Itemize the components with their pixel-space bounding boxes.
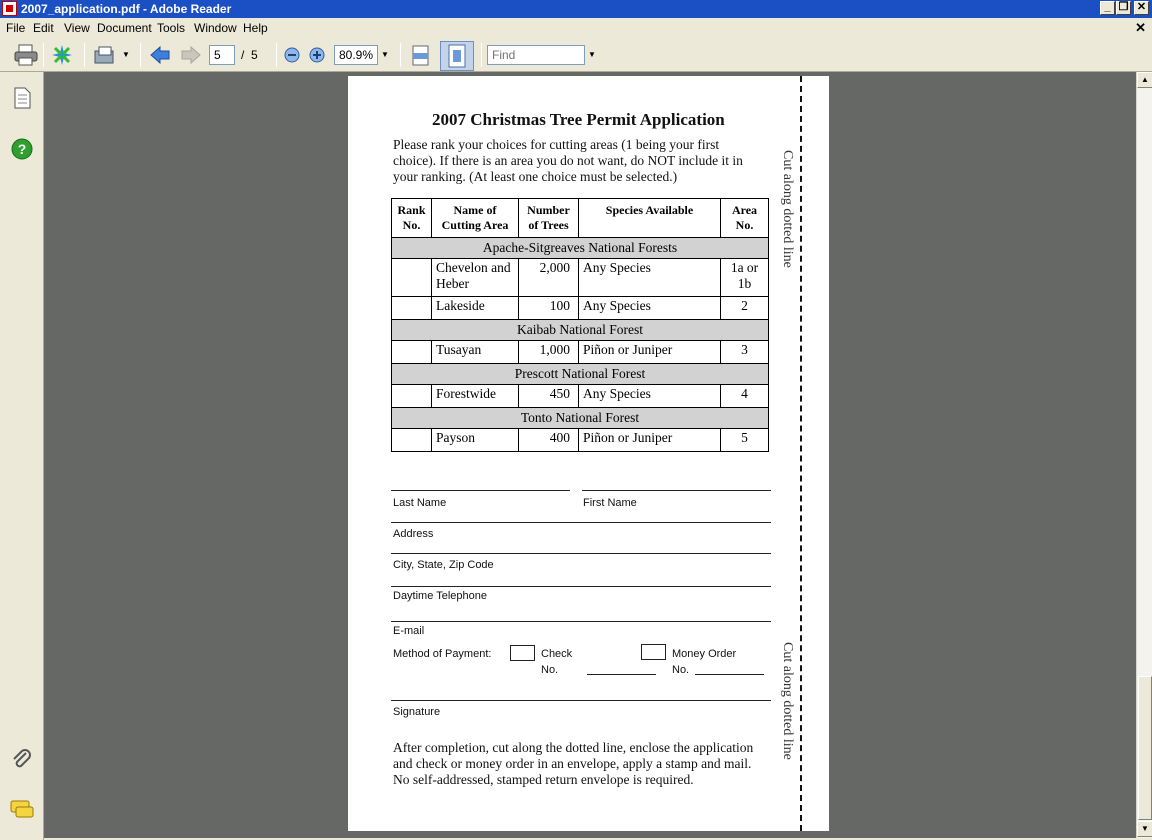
area-no-cell: 3 <box>721 341 769 364</box>
check-label: Check <box>541 648 573 660</box>
cut-label-bottom: Cut along dotted line <box>780 642 795 760</box>
table-row <box>392 385 769 408</box>
signature-label: Signature <box>393 706 441 718</box>
pdf-page <box>348 76 829 831</box>
city-line[interactable] <box>391 553 771 554</box>
help-icon[interactable] <box>11 138 33 160</box>
toolbar-separator <box>43 43 44 67</box>
toolbar-separator <box>84 43 85 67</box>
total-pages: 5 <box>251 48 258 62</box>
close-document-icon[interactable]: ✕ <box>1135 20 1146 35</box>
signature-line[interactable] <box>391 700 771 701</box>
trees-cell: 400 <box>519 429 579 452</box>
menu-edit[interactable]: Edit <box>33 21 54 35</box>
fit-width-icon[interactable] <box>411 45 431 67</box>
address-line[interactable] <box>391 522 771 523</box>
species-cell: Piñon or Juniper <box>579 341 721 364</box>
address-label: Address <box>393 528 434 540</box>
fit-page-icon <box>441 42 473 70</box>
document-title: 2007 Christmas Tree Permit Application <box>432 110 725 129</box>
cut-dotted-line <box>800 76 802 831</box>
minimize-button[interactable]: _ <box>1100 1 1115 15</box>
header-trees: Number of Trees <box>519 199 579 238</box>
previous-page-icon[interactable] <box>149 46 171 64</box>
scroll-up-arrow-icon[interactable]: ▲ <box>1137 72 1152 88</box>
organizer-icon[interactable] <box>50 43 74 67</box>
svg-text:?: ? <box>17 141 27 157</box>
toolbar-separator <box>400 43 401 67</box>
document-viewport <box>44 72 1136 838</box>
find-dropdown-chevron-icon[interactable]: ▼ <box>588 50 596 59</box>
scrollbar-thumb[interactable] <box>1138 676 1152 820</box>
area-name-cell: Payson <box>432 429 519 452</box>
vertical-scrollbar[interactable] <box>1136 72 1152 838</box>
close-button[interactable]: ✕ <box>1134 1 1149 15</box>
restore-button[interactable]: ❐ <box>1116 1 1131 15</box>
footer-instructions: After completion, cut along the dotted line, enclose the application and check or money order in an envelope, apply a stamp and mail. No self-addressed, stamped return envelope is required. <box>393 740 754 787</box>
table-header-row <box>392 199 769 238</box>
find-input[interactable] <box>487 45 585 65</box>
menu-tools[interactable]: Tools <box>157 21 186 35</box>
area-no-cell: 1a or 1b <box>721 259 769 297</box>
zoom-out-icon[interactable] <box>284 47 300 63</box>
last-name-label: Last Name <box>393 497 447 509</box>
trees-cell: 1,000 <box>519 341 579 364</box>
page-separator: / <box>241 48 245 62</box>
forest-row: Prescott National Forest <box>392 364 769 385</box>
print-icon[interactable] <box>14 44 38 66</box>
email-line[interactable] <box>391 621 771 622</box>
table-row <box>392 341 769 364</box>
zoom-dropdown-chevron-icon[interactable]: ▼ <box>381 50 389 59</box>
chevron-down-icon[interactable]: ▼ <box>122 50 130 59</box>
scroll-down-arrow-icon[interactable]: ▼ <box>1137 821 1152 837</box>
area-no-cell: 4 <box>721 385 769 408</box>
phone-label: Daytime Telephone <box>393 590 487 602</box>
zoom-in-icon[interactable] <box>309 47 325 63</box>
species-cell: Any Species <box>579 385 721 408</box>
table-row <box>392 429 769 452</box>
check-checkbox[interactable] <box>510 645 535 661</box>
menu-window[interactable]: Window <box>194 21 237 35</box>
toolbar-separator <box>140 43 141 67</box>
email-label: E-mail <box>393 625 425 637</box>
species-cell: Any Species <box>579 259 721 297</box>
phone-line[interactable] <box>391 586 771 587</box>
attachments-paperclip-icon[interactable] <box>10 748 34 772</box>
toolbar-separator <box>276 43 277 67</box>
rank-cell[interactable] <box>392 385 432 408</box>
area-name-cell: Chevelon and Heber <box>432 259 519 297</box>
next-page-icon[interactable] <box>180 46 202 64</box>
table-row <box>392 259 769 297</box>
menu-bar <box>0 18 1152 38</box>
trees-cell: 100 <box>519 297 579 320</box>
menu-help[interactable]: Help <box>243 21 268 35</box>
area-no-cell: 2 <box>721 297 769 320</box>
check-no-line[interactable] <box>587 674 656 675</box>
window-title: 2007_application.pdf - Adobe Reader <box>21 2 232 16</box>
toolbar-separator <box>481 43 482 67</box>
zoom-level-input[interactable]: 80.9% <box>334 45 378 65</box>
table-row <box>392 297 769 320</box>
money-order-no-label: No. <box>672 664 690 676</box>
forest-row: Tonto National Forest <box>392 408 769 429</box>
species-cell: Piñon or Juniper <box>579 429 721 452</box>
forest-row: Apache-Sitgreaves National Forests <box>392 238 769 259</box>
rank-cell[interactable] <box>392 429 432 452</box>
title-bar <box>0 0 1152 18</box>
menu-file[interactable]: File <box>6 21 26 35</box>
rank-cell[interactable] <box>392 341 432 364</box>
adobe-reader-app-icon <box>2 1 17 16</box>
money-order-label: Money Order <box>672 648 737 660</box>
money-order-checkbox[interactable] <box>641 644 666 660</box>
money-order-no-line[interactable] <box>695 674 764 675</box>
navigation-panel <box>0 72 44 840</box>
rank-cell[interactable] <box>392 259 432 297</box>
trees-cell: 2,000 <box>519 259 579 297</box>
header-area-no: Area No. <box>721 199 769 238</box>
toolbar <box>0 38 1152 72</box>
header-species: Species Available <box>579 199 721 238</box>
first-name-label: First Name <box>583 497 637 509</box>
area-no-cell: 5 <box>721 429 769 452</box>
menu-view[interactable]: View <box>64 21 90 35</box>
pages-icon[interactable] <box>12 86 32 110</box>
page-number-input[interactable]: 5 <box>209 45 235 65</box>
area-name-cell: Tusayan <box>432 341 519 364</box>
select-tool-icon[interactable] <box>93 45 119 67</box>
cutting-areas-table <box>391 198 769 452</box>
menu-document[interactable]: Document <box>97 21 152 35</box>
area-name-cell: Lakeside <box>432 297 519 320</box>
comments-icon[interactable] <box>9 799 35 821</box>
area-name-cell: Forestwide <box>432 385 519 408</box>
city-label: City, State, Zip Code <box>393 559 494 571</box>
forest-row: Kaibab National Forest <box>392 320 769 341</box>
trees-cell: 450 <box>519 385 579 408</box>
cut-label-top: Cut along dotted line <box>780 150 795 268</box>
check-no-label: No. <box>541 664 559 676</box>
last-name-line[interactable] <box>391 490 570 491</box>
first-name-line[interactable] <box>582 490 771 491</box>
species-cell: Any Species <box>579 297 721 320</box>
payment-label: Method of Payment: <box>393 648 492 660</box>
rank-cell[interactable] <box>392 297 432 320</box>
header-area-name: Name of Cutting Area <box>432 199 519 238</box>
header-rank: Rank No. <box>392 199 432 238</box>
fit-page-button[interactable] <box>440 41 474 71</box>
intro-text: Please rank your choices for cutting areas (1 being your first choice). If there is an area you do not want, do NOT include it in your ranking. (At least one choice must be selected.) <box>393 137 743 184</box>
